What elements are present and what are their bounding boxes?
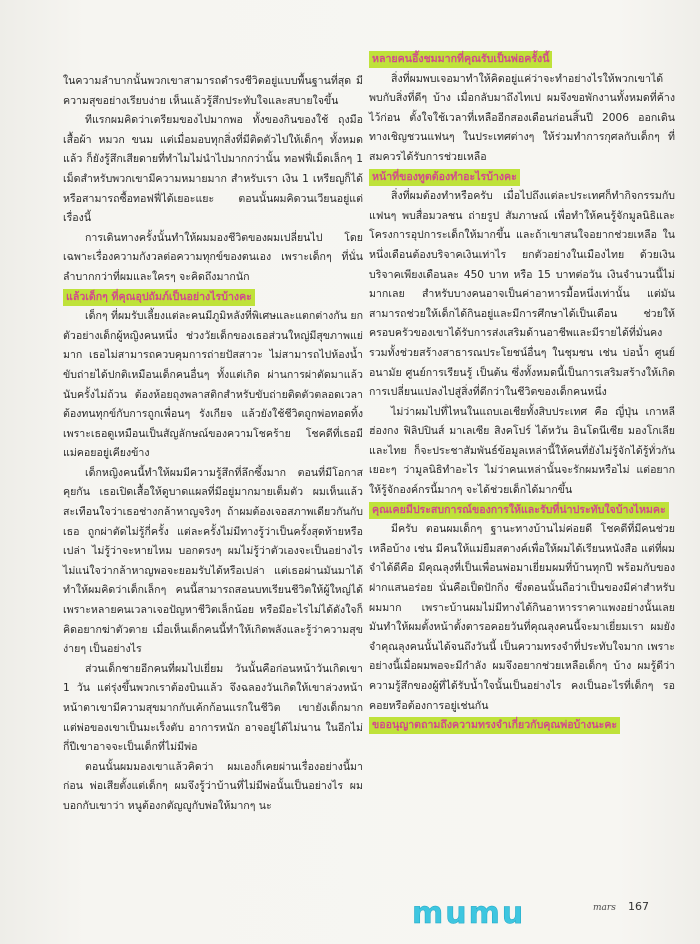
left-paragraph-2: ทีแรกผมคิดว่าเตรียมของไปมากพอ ทั้งของกินของใช้ ถุงมือ เสื้อผ้า หมวก ขนม แต่เมื่อมอบทุกสิ่งที่มีติดตัวไปให้เด็กๆ ทั้งหมดแล้ว ก็ยังรู้สึกเสียดายที่ทำไมไม่นำไปมากกว่านั้น ทอฟฟี่เม็ดเล็กๆ 1 เม็ดสำหรับพวกเขามีความหมายมาก สำหรับเรา เงิน 1 เหรียญก็ได้หรือสามารถซื้อทอฟฟี่ได้เยอะแยะ ตอนนั้นผมคิดวนเวียนอยู่แต่เรื่องนี้ bbox=[63, 114, 363, 225]
right-paragraph-4: มีครับ ตอนผมเด็กๆ ฐานะทางบ้านไม่ค่อยดี โชคดีที่มีคนช่วยเหลือบ้าง เช่น มีคนให้แม่ยืมสตางค์เพื่อให้ผมได้เรียนหนังสือ แต่ที่ผมจำได้ดีคือ มีคุณลุงที่เป็นเพื่อนพ่อมาเยี่ยมผมที่บ้านทุกปี พร้อมกับของฝากแสนอร่อย นั่นคือเป็ดปักกิ่ง ซึ่งตอนนั้นถือว่าเป็นของมีค่าสำหรับผมมาก เพราะบ้านผมไม่มีทางได้กินอาหารราคาแพงอย่างนั้นเลย มันทำให้ผมตั้งหน้าตั้งตารอคอยวันที่คุณลุงคนนี้จะมาเยี่ยมเรา ผมยังจำคุณลุงคนนั้นได้จนถึงวันนี้ เป็นความทรงจำที่ประทับใจมาก เพราะอย่างนี้เมื่อผมพอจะมีกำลัง ผมจึงอยากช่วยเหลือเด็กๆ บ้าง ผมรู้ดีว่าความรู้สึกของผู้ที่ได้รับน้ำใจนั้นเป็นอย่างไร คงเป็นอะไรที่เด็กๆ รอคอยหรือต้องการอยู่เช่นกัน bbox=[369, 523, 675, 712]
left-paragraph-7: ตอนนั้นผมมองเขาแล้วคิดว่า ผมเองก็เคยผ่านเรื่องอย่างนี้มาก่อน พ่อเสียตั้งแต่เด็กๆ ผมจึงรู้ว่าบ้านที่ไม่มีพ่อนั้นเป็นอย่างไร ผมบอกกับเขาว่า หนูต้องกตัญญูกับพ่อให้มากๆ นะ bbox=[63, 760, 363, 812]
left-paragraph-3: การเดินทางครั้งนั้นทำให้ผมมองชีวิตของผมเปลี่ยนไป โดยเฉพาะเรื่องความกังวลต่อความทุกข์ของตนเอง เพราะเด็กๆ ที่นั่นลำบากกว่าที่ผมและใครๆ จะคิดถึงมากนัก bbox=[63, 231, 363, 283]
left-paragraph-5: เด็กหญิงคนนี้ทำให้ผมมีความรู้สึกที่ลึกซึ้งมาก ตอนที่มีโอกาสคุยกัน เธอเปิดเสื้อให้ดูบาดแผลที่มีอยู่มากมายเต็มตัว ผมเห็นแล้วสะเทือนใจว่าเธอช่างกล้าหาญจริงๆ ถ้าผมต้องเจอสภาพเดียวกันกับเธอ ถูกผ่าตัดไม่รู้กี่ครั้ง แต่ละครั้งไม่มีทางรู้ว่าเป็นครั้งสุดท้ายหรือเปล่า ไม่รู้ว่าจะหายไหม บอกตรงๆ ผมไม่รู้ว่าตัวเองจะเป็นอย่างไร ไม่แน่ใจว่ากล้าหาญพอจะยอมรับได้หรือเปล่า แต่เธอผ่านมันมาได้ ทำให้ผมคิดว่าเด็กเล็กๆ คนนี้สามารถสอนบทเรียนชีวิตให้ผู้ใหญ่ได้ เพราะหลายคนเวลาเจอปัญหาชีวิตเล็กน้อย หรือมีอะไรไม่ได้ดังใจก็คิดอยากฆ่าตัวตาย เมื่อเห็นเด็กคนนี้ทำให้เกิดพลังและรู้ว่าความสุขง่ายๆ เป็นอย่างไร bbox=[63, 466, 363, 656]
left-paragraph-1: ในความลำบากนั้นพวกเขาสามารถดำรงชีวิตอยู่แบบพื้นฐานที่สุด มีความสุขอย่างเรียบง่าย เห็นแล้วรู้สึกประทับใจและสบายใจขึ้น bbox=[63, 75, 363, 107]
right-paragraph-1: สิ่งที่ผมพบเจอมาทำให้คิดอยู่แค่ว่าจะทำอย่างไรให้พวกเขาได้พบกับสิ่งที่ดีๆ บ้าง เมื่อกลับมาถึงไทเป ผมจึงขอพักงานทั้งหมดที่ค้างไว้ก่อน ตั้งใจใช้เวลาที่เหลืออีกสองเดือนก่อนสิ้นปี 2006 ออกเดินทางเชิญชวนแฟนๆ ในประเทศต่างๆ ให้ร่วมทำการกุศลกับเด็กๆ ที่สมควรได้รับการช่วยเหลือ bbox=[369, 72, 675, 163]
right-heading-2: หน้าที่ของทูตต้องทำอะไรบ้างคะ bbox=[369, 169, 520, 186]
left-column bbox=[63, 72, 363, 817]
magazine-name: mars bbox=[593, 903, 616, 913]
page-number: 167 bbox=[628, 900, 649, 913]
right-heading-4: ขออนุญาตถามถึงความทรงจำเกี่ยวกับคุณพ่อบ้างนะคะ bbox=[369, 717, 620, 734]
right-column bbox=[369, 50, 675, 736]
right-paragraph-3: ไม่ว่าผมไปที่ไหนในแถบเอเชียทั้งสิบประเทศ คือ ญี่ปุ่น เกาหลี ฮ่องกง ฟิลิปปินส์ มาเลเซีย สิงคโปร์ ไต้หวัน อินโดนีเซีย มองโกเลีย และไทย ก็จะประชาสัมพันธ์ข้อมูลเหล่านี้ให้คนที่ยังไม่รู้จักได้รู้ทั่วกัน เยอะๆ ว่ามูลนิธิทำอะไร ไม่ว่าคนเหล่านั้นจะรักผมหรือไม่ แต่อยากให้รู้จักองค์กรนี้มากๆ จะได้ช่วยเด็กได้มากขึ้น bbox=[369, 405, 675, 497]
left-paragraph-4: เด็กๆ ที่ผมรับเลี้ยงแต่ละคนมีภูมิหลังที่พิเศษและแตกต่างกัน ยกตัวอย่างเด็กผู้หญิงคนหนึ่ง ช่วงวัยเด็กของเธอส่วนใหญ่มีสุขภาพแย่มาก เธอไม่สามารถควบคุมการถ่ายปัสสาวะ ไม่สามารถไปห้องน้ำขับถ่ายได้ปกติเหมือนเด็กคนอื่นๆ ทั้งแต่เกิด ผ่านการผ่าตัดมาแล้วนับครั้งไม่ถ้วน ต้องห้อยถุงพลาสติกสำหรับขับถ่ายติดตัวตลอดเวลา ต้องทนทุกข์กับการถูกเพื่อนๆ รังเกียจ แล้วยังใช้ชีวิตถูกพ่อทอดทิ้ง เพราะเธอดูเหมือนเป็นสัญลักษณ์ของความโชคร้าย โชคดีที่เธอมีแม่คอยอยู่เคียงข้าง bbox=[63, 310, 363, 460]
left-paragraph-6: ส่วนเด็กชายอีกคนที่ผมไปเยี่ยม วันนั้นคือก่อนหน้าวันเกิดเขา 1 วัน แต่รุ่งขึ้นพวกเราต้องบินแล้ว จึงฉลองวันเกิดให้เขาล่วงหน้า หน้าตาเขามีความสุขมากกับเค้กก้อนแรกในชีวิต เขายังเด็กมาก แต่พ่อของเขาเป็นมะเร็งตับ อาการหนัก อาจอยู่ได้ไม่นาน ในอีกไม่กี่ปีเขาอาจจะเป็นเด็กที่ไม่มีพ่อ bbox=[63, 662, 363, 754]
right-heading-1: หลายคนอึ้งชมมากที่คุณรับเป็นพ่อครั้งนี้ bbox=[369, 51, 552, 68]
left-heading-1: แล้วเด็กๆ ที่คุณอุปถัมภ์เป็นอย่างไรบ้างคะ bbox=[63, 289, 255, 306]
right-heading-3: คุณเคยมีประสบการณ์ของการให้และรับที่น่าประทับใจบ้างไหมคะ bbox=[369, 502, 669, 519]
right-paragraph-2: สิ่งที่ผมต้องทำหรือครับ เมื่อไปถึงแต่ละประเทศก็ทำกิจกรรมกับแฟนๆ พบสื่อมวลชน ถ่ายรูป สัมภาษณ์ เพื่อทำให้คนรู้จักมูลนิธิและโครงการอุปการะเด็กให้มากขึ้น และถ้าเขาสนใจอยากช่วยเหลือ ในหนึ่งเดือนต้องบริจาคเงินเท่าไร ยกตัวอย่างในเมืองไทย ด้วยเงินบริจาคเพียงเดือนละ 450 บาท หรือ 15 บาทต่อวัน เงินจำนวนนี้ไม่มากเลย สำหรับบางคนอาจเป็นค่าอาหารมื้อหนึ่งเท่านั้น แต่มันสามารถช่วยให้เด็กได้กินอยู่และมีการศึกษาได้เป็นเดือน ช่วยให้ครอบครัวของเขาได้รับการส่งเสริมด้านอาชีพและมีรายได้ที่มั่นคง รวมทั้งช่วยสร้างสาธารณประโยชน์อื่นๆ ในชุมชน เช่น บ่อน้ำ ศูนย์อนามัย ศูนย์การเรียนรู้ เป็นต้น ซึ่งทั้งหมดนี้เป็นการเสริมสร้างให้เกิดการเปลี่ยนแปลงไปสู่สิ่งที่ดีกว่าในชีวิตของเด็กคนหนึ่ง bbox=[369, 190, 675, 399]
mumu-logo: mumu bbox=[412, 896, 526, 931]
